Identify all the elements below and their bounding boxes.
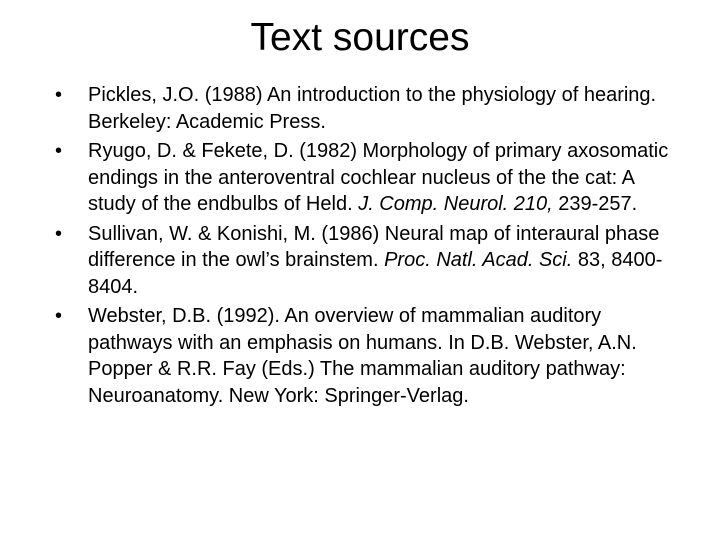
slide-title: Text sources xyxy=(250,16,470,59)
reference-item xyxy=(55,303,675,409)
reference-item xyxy=(55,221,675,301)
bullet-icon: • xyxy=(55,84,63,106)
journal-citation: J. Comp. Neurol. 210, xyxy=(358,193,553,215)
reference-list xyxy=(55,82,675,412)
reference-text: Ryugo, D. & Fekete, D. (1982) Morphology of primary axosomatic endings in the anteroventral cochlear nucleus of the the cat: A study of the endbulbs of Held. xyxy=(88,140,669,215)
reference-item xyxy=(55,138,675,218)
bullet-icon: • xyxy=(55,305,63,327)
reference-text: Webster, D.B. (1992). An overview of mammalian auditory pathways with an emphasis on humans. In D.B. Webster, A.N. Popper & R.R. Fay (Eds.) The mammalian auditory pathway: Neuroanatomy. New York: Springer-Verlag. xyxy=(88,305,637,407)
bullet-icon: • xyxy=(55,222,63,245)
reference-text: Sullivan, W. & Konishi, M. (1986) Neural map of interaural phase difference in the owl’s brainstem. xyxy=(88,222,660,271)
reference-item xyxy=(55,82,675,135)
journal-citation: Proc. Natl. Acad. Sci. xyxy=(384,249,573,271)
reference-text: Pickles, J.O. (1988) An introduction to the physiology of hearing. Berkeley: Academic Press. xyxy=(88,84,657,133)
bullet-icon: • xyxy=(55,140,63,162)
page-range: 83, 8400-8404. xyxy=(88,249,663,298)
page-range: 239-257. xyxy=(552,193,638,215)
